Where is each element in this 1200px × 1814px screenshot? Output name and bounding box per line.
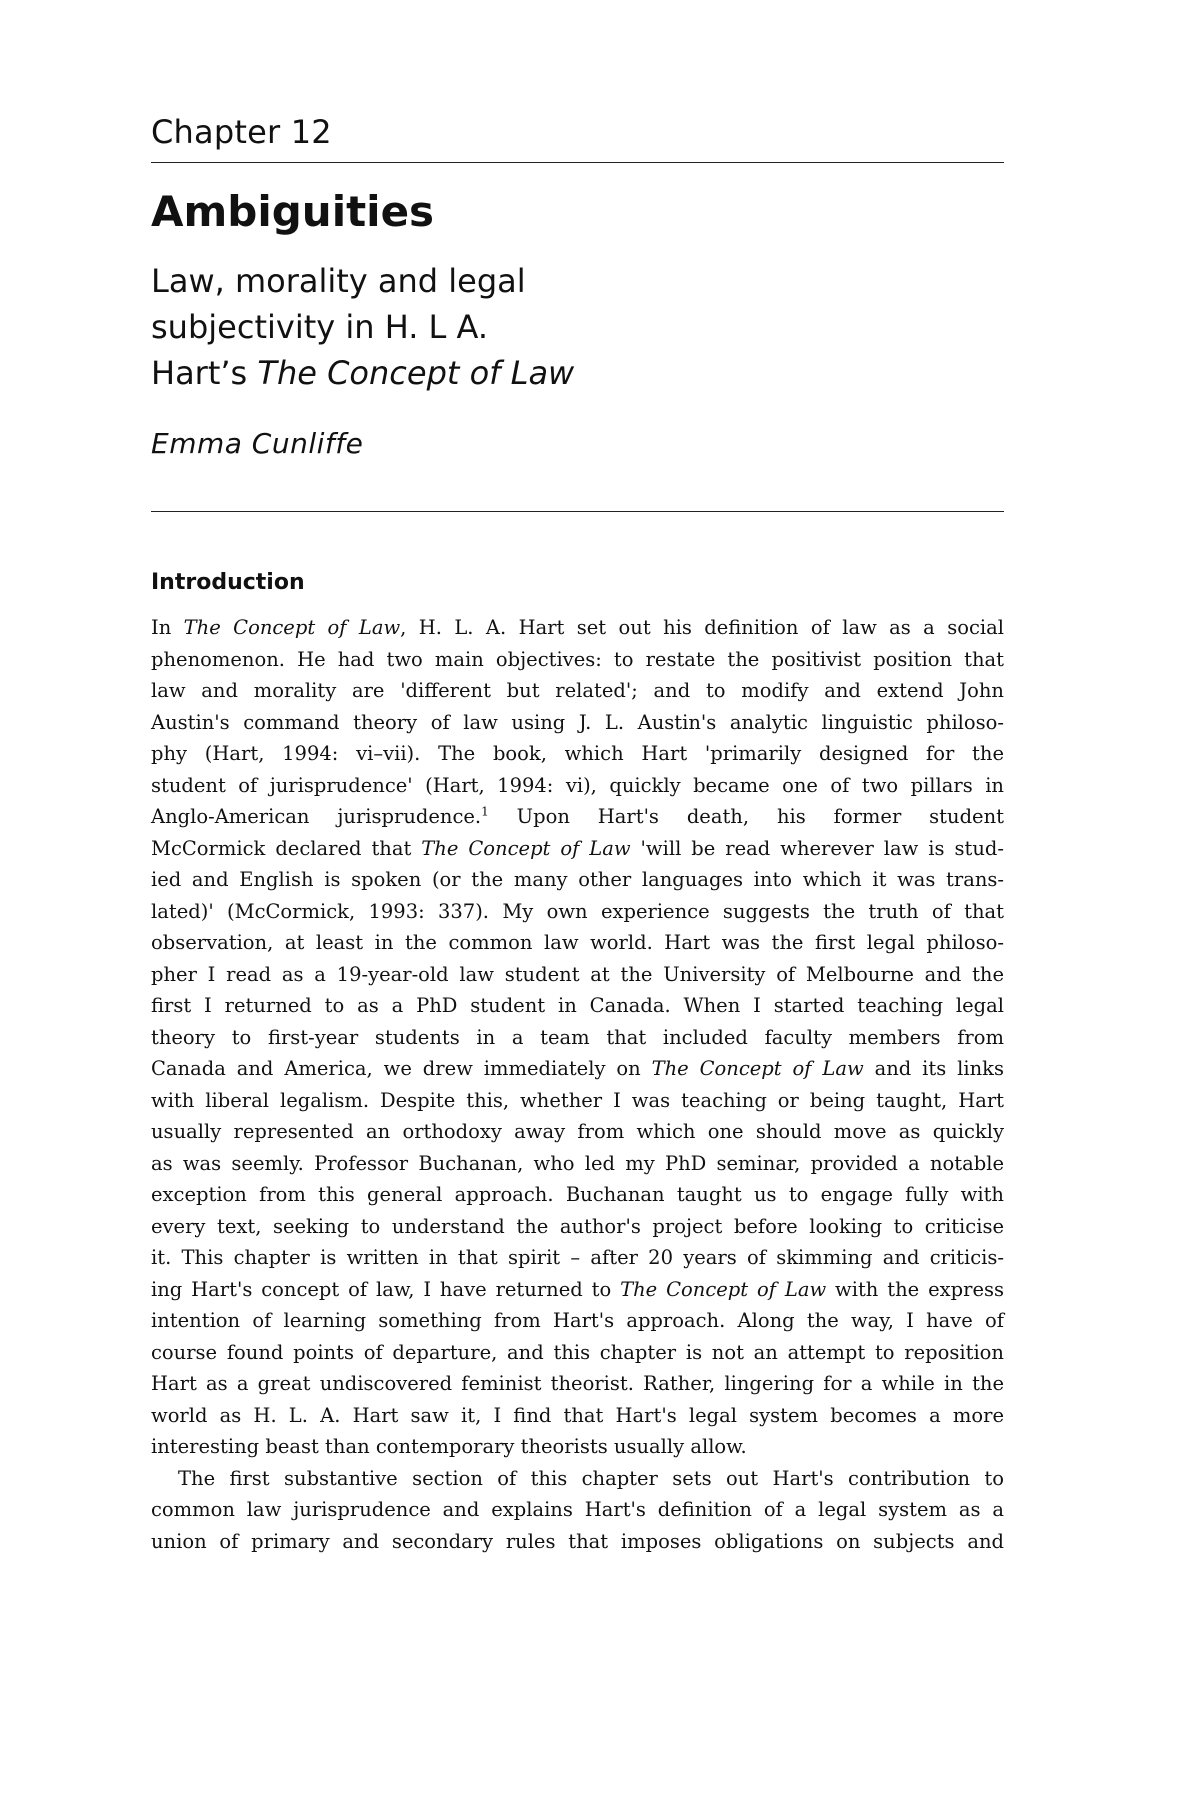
text-line: interesting beast than contemporary theorists usually allow. [151, 1435, 747, 1458]
text-run: and its links [863, 1057, 1004, 1080]
text-line: theory to first-year students in a team that included faculty members from [151, 1025, 1004, 1049]
text-line: exception from this general approach. Buchanan taught us to engage fully with [151, 1183, 1004, 1206]
text-run: Upon Hart's death, his former student [488, 805, 1004, 828]
text-line: intention of learning something from Hart's approach. Along the way, I have of [151, 1309, 1004, 1332]
footnote-marker[interactable]: 1 [481, 804, 489, 819]
text-line: pher I read as a 19-year-old law student at the University of Melbourne and the [151, 962, 1004, 986]
paragraph [151, 612, 1004, 1463]
text-run: 'will be read wherever law is stud- [630, 836, 1004, 860]
text-run: In [151, 616, 184, 639]
text-line [151, 1053, 1004, 1085]
text-run: ing Hart's concept of law, I have returned to [151, 1277, 621, 1301]
text-line: common law jurisprudence and explains Hart's definition of a legal system as a [151, 1498, 1004, 1521]
text-line [151, 801, 1004, 833]
text-line: usually represented an orthodoxy away from which one should move as quickly [151, 1120, 1004, 1143]
text-line: phy (Hart, 1994: vi–vii). The book, which Hart 'primarily designed for the [151, 742, 1004, 765]
text-line [151, 833, 1004, 865]
text-line: The first substantive section of this chapter sets out Hart's contribution to [178, 1466, 1004, 1490]
subtitle-line [151, 350, 574, 396]
text-line [151, 612, 1004, 644]
book-title-italic: The Concept of Law [620, 1277, 827, 1301]
text-line: it. This chapter is written in that spirit – after 20 years of skimming and criticis- [151, 1246, 1004, 1269]
text-run: with the express [826, 1277, 1004, 1301]
subtitle-text: Hart’s [151, 354, 258, 392]
chapter-title: Ambiguities [151, 187, 435, 236]
book-title-italic: The Concept of Law [183, 616, 401, 639]
chapter-label: Chapter 12 [151, 113, 332, 151]
text-line: student of jurisprudence' (Hart, 1994: vi), quickly became one of two pillars in [151, 773, 1004, 797]
subtitle-line: subjectivity in H. L A. [151, 308, 489, 346]
text-line: lated)' (McCormick, 1993: 337). My own experience suggests the truth of that [151, 899, 1004, 923]
subtitle-line: Law, morality and legal [151, 262, 526, 300]
top-divider [151, 162, 1004, 163]
text-line: world as H. L. A. Hart saw it, I find that Hart's legal system becomes a more [151, 1403, 1004, 1427]
book-title-italic: The Concept of Law [421, 836, 631, 860]
text-run: , H. L. A. Hart set out his definition of law as a social [400, 616, 1004, 639]
book-title-italic: The Concept of Law [651, 1057, 864, 1080]
text-line [151, 1274, 1004, 1306]
text-line: course found points of departure, and this chapter is not an attempt to reposition [151, 1340, 1004, 1364]
body-text [151, 612, 1004, 1557]
section-heading: Introduction [151, 570, 305, 595]
text-line: with liberal legalism. Despite this, whether I was teaching or being taught, Hart [151, 1088, 1004, 1112]
text-line: Austin's command theory of law using J. L. Austin's analytic linguistic philoso- [151, 710, 1004, 734]
text-run: McCormick declared that [151, 836, 422, 860]
text-line: ied and English is spoken (or the many other languages into which it was trans- [151, 868, 1004, 891]
book-page [151, 0, 1004, 1814]
text-line: union of primary and secondary rules that imposes obligations on subjects and [151, 1529, 1004, 1553]
text-line: law and morality are 'different but related'; and to modify and extend John [151, 679, 1004, 702]
text-line: every text, seeking to understand the author's project before looking to criticise [151, 1214, 1004, 1238]
text-run: Anglo-American jurisprudence. [151, 805, 482, 828]
chapter-subtitle [151, 258, 574, 396]
text-line: Hart as a great undiscovered feminist theorist. Rather, lingering for a while in the [151, 1372, 1004, 1395]
text-line: observation, at least in the common law world. Hart was the first legal philoso- [151, 931, 1004, 954]
text-line: as was seemly. Professor Buchanan, who led my PhD seminar, provided a notable [151, 1151, 1004, 1175]
text-run: Canada and America, we drew immediately on [151, 1057, 652, 1080]
bottom-divider [151, 511, 1004, 512]
paragraph [151, 1463, 1004, 1558]
chapter-author: Emma Cunliffe [151, 427, 364, 460]
text-line: first I returned to as a PhD student in Canada. When I started teaching legal [151, 994, 1004, 1017]
book-title-italic: The Concept of Law [257, 354, 575, 392]
text-line: phenomenon. He had two main objectives: to restate the positivist position that [151, 647, 1004, 671]
